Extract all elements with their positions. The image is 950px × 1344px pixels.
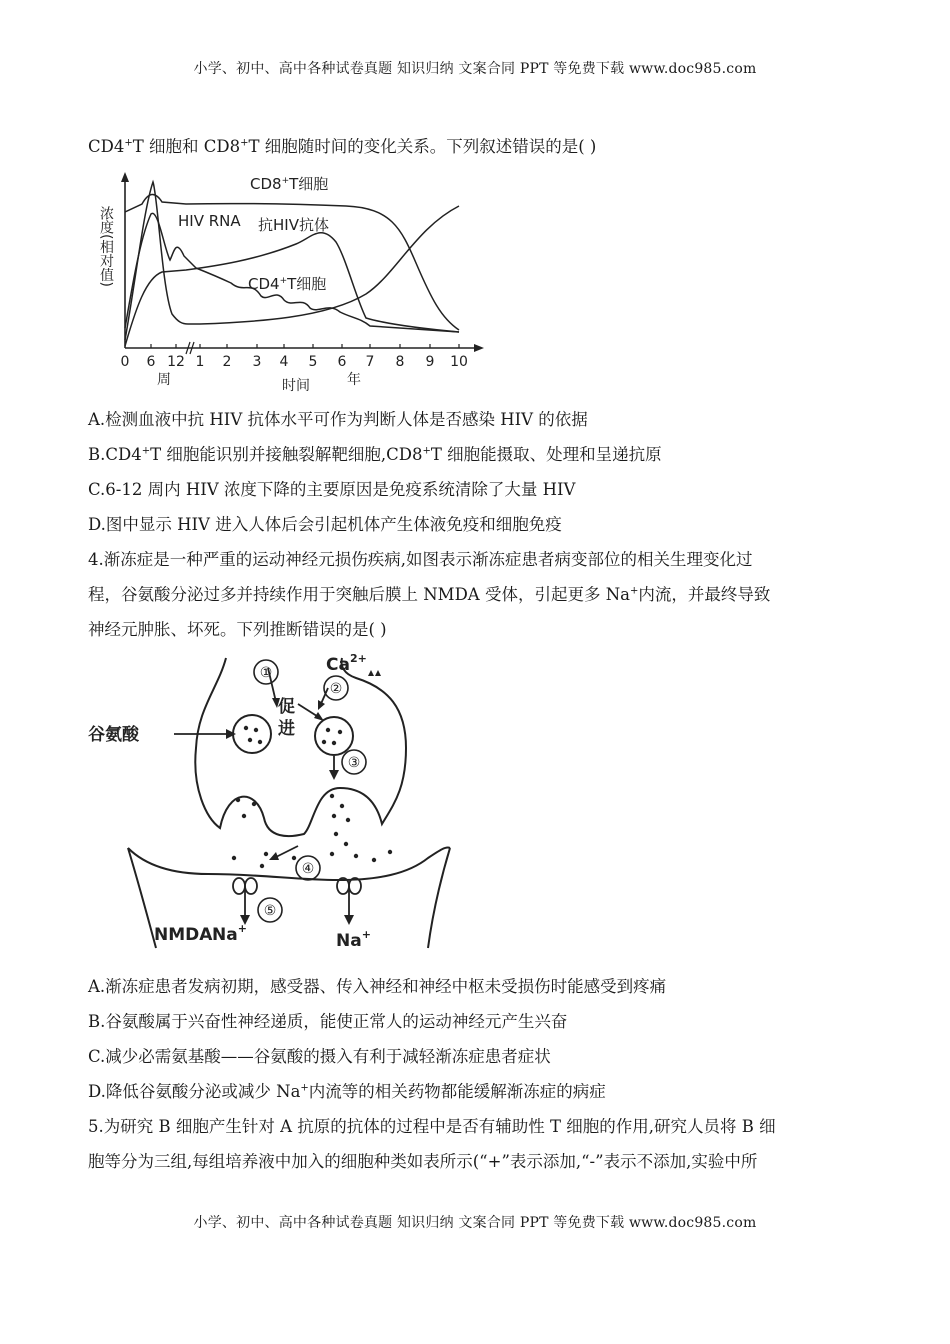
year-unit-label: 年 <box>347 372 361 388</box>
q3-option-d: D.图中显示 HIV 进入人体后会引起机体产生体液免疫和细胞免疫 <box>88 515 562 534</box>
sodium-label-1: Na+ <box>212 922 247 945</box>
q4-option-d: D.降低谷氨酸分泌或减少 Na+内流等的相关药物都能缓解渐冻症的病症 <box>88 1082 606 1101</box>
y-axis-label: 浓度(相对值) <box>98 206 114 287</box>
page-footer: 小学、初中、高中各种试卷真题 知识归纳 文案合同 PPT 等免费下载 www.doc985.com <box>193 1215 757 1231</box>
x-tick-label: 7 <box>365 354 375 370</box>
x-tick-label: 6 <box>146 354 156 370</box>
series-antibody-label: 抗HIV抗体 <box>258 216 329 234</box>
chart-axes <box>125 176 478 348</box>
calcium-triangles <box>368 670 381 676</box>
q4-line-1: 4.渐冻症是一种严重的运动神经元损伤疾病,如图表示渐冻症患者病变部位的相关生理变化过 <box>88 550 753 569</box>
x-tick-label: 8 <box>395 354 405 370</box>
step-1-label: ① <box>259 665 273 681</box>
q4-line-2: 程，谷氨酸分泌过多并持续作用于突触后膜上 NMDA 受体，引起更多 Na+内流，并最终导致 <box>88 585 771 604</box>
x-tick-label: 5 <box>308 354 318 370</box>
x-tick-label: 12 <box>167 354 185 370</box>
x-tick-label: 10 <box>450 354 468 370</box>
promote-label-2: 进 <box>278 719 295 739</box>
week-unit-label: 周 <box>157 372 171 388</box>
promote-label-1: 促 <box>278 697 295 717</box>
q4-line-3: 神经元肿胀、坏死。下列推断错误的是( ) <box>88 620 387 639</box>
step-4-label: ④ <box>301 861 315 877</box>
x-axis-arrow <box>474 344 484 352</box>
q5-line-1: 5.为研究 B 细胞产生针对 A 抗原的抗体的过程中是否有辅助性 T 细胞的作用,研究人员将 B 细 <box>88 1117 776 1136</box>
x-tick-label: 3 <box>252 354 262 370</box>
vesicle <box>233 715 271 753</box>
q4-option-b: B.谷氨酸属于兴奋性神经递质，能使正常人的运动神经元产生兴奋 <box>88 1012 568 1031</box>
x-tick-label: 6 <box>337 354 347 370</box>
postsynaptic-membrane <box>128 847 450 880</box>
glutamate-label: 谷氨酸 <box>88 725 139 745</box>
series-hiv-rna-line <box>125 182 459 340</box>
x-tick-label: 0 <box>120 354 130 370</box>
series-cd8-label: CD8+T细胞 <box>250 175 329 193</box>
series-cd8-line <box>125 194 459 330</box>
step-3-label: ③ <box>347 755 361 771</box>
x-tick-label: 1 <box>195 354 205 370</box>
series-cd4-label: CD4+T细胞 <box>248 275 327 293</box>
q4-option-a: A.渐冻症患者发病初期，感受器、传入神经和神经中枢未受损伤时能感受到疼痛 <box>88 977 667 996</box>
q4-option-c: C.减少必需氨基酸——谷氨酸的摄入有利于减轻渐冻症患者症状 <box>88 1047 551 1066</box>
x-axis-label: 时间 <box>282 378 310 394</box>
hiv-chart <box>96 168 496 398</box>
x-tick-label: 2 <box>222 354 232 370</box>
q3-option-b: B.CD4+T 细胞能识别并接触裂解靶细胞,CD8+T 细胞能摄取、处理和呈递抗原 <box>88 445 662 464</box>
x-tick-label: 4 <box>279 354 289 370</box>
y-axis-arrow <box>121 172 129 182</box>
step-2-label: ② <box>329 681 343 697</box>
q5-line-2: 胞等分为三组,每组培养液中加入的细胞种类如表所示(“+”表示添加,“-”表示不添加,实验中所 <box>88 1152 758 1171</box>
page-header: 小学、初中、高中各种试卷真题 知识归纳 文案合同 PPT 等免费下载 www.doc985.com <box>193 61 757 77</box>
x-tick-label: 9 <box>425 354 435 370</box>
vesicle <box>315 717 353 755</box>
q3-option-a: A.检测血液中抗 HIV 抗体水平可作为判断人体是否感染 HIV 的依据 <box>88 410 588 429</box>
presynaptic-membrane <box>195 658 406 836</box>
step-5-label: ⑤ <box>263 903 277 919</box>
series-hiv-rna-label: HIV RNA <box>178 212 241 230</box>
q3-option-c: C.6-12 周内 HIV 浓度下降的主要原因是免疫系统清除了大量 HIV <box>88 480 576 499</box>
nmda-label: NMDA <box>154 925 213 945</box>
q3-intro: CD4+T 细胞和 CD8+T 细胞随时间的变化关系。下列叙述错误的是( ) <box>88 137 597 156</box>
sodium-label-2: Na+ <box>336 928 371 951</box>
calcium-label: $Ca^{2+}$ <box>326 652 367 675</box>
synapse-diagram <box>88 648 468 958</box>
